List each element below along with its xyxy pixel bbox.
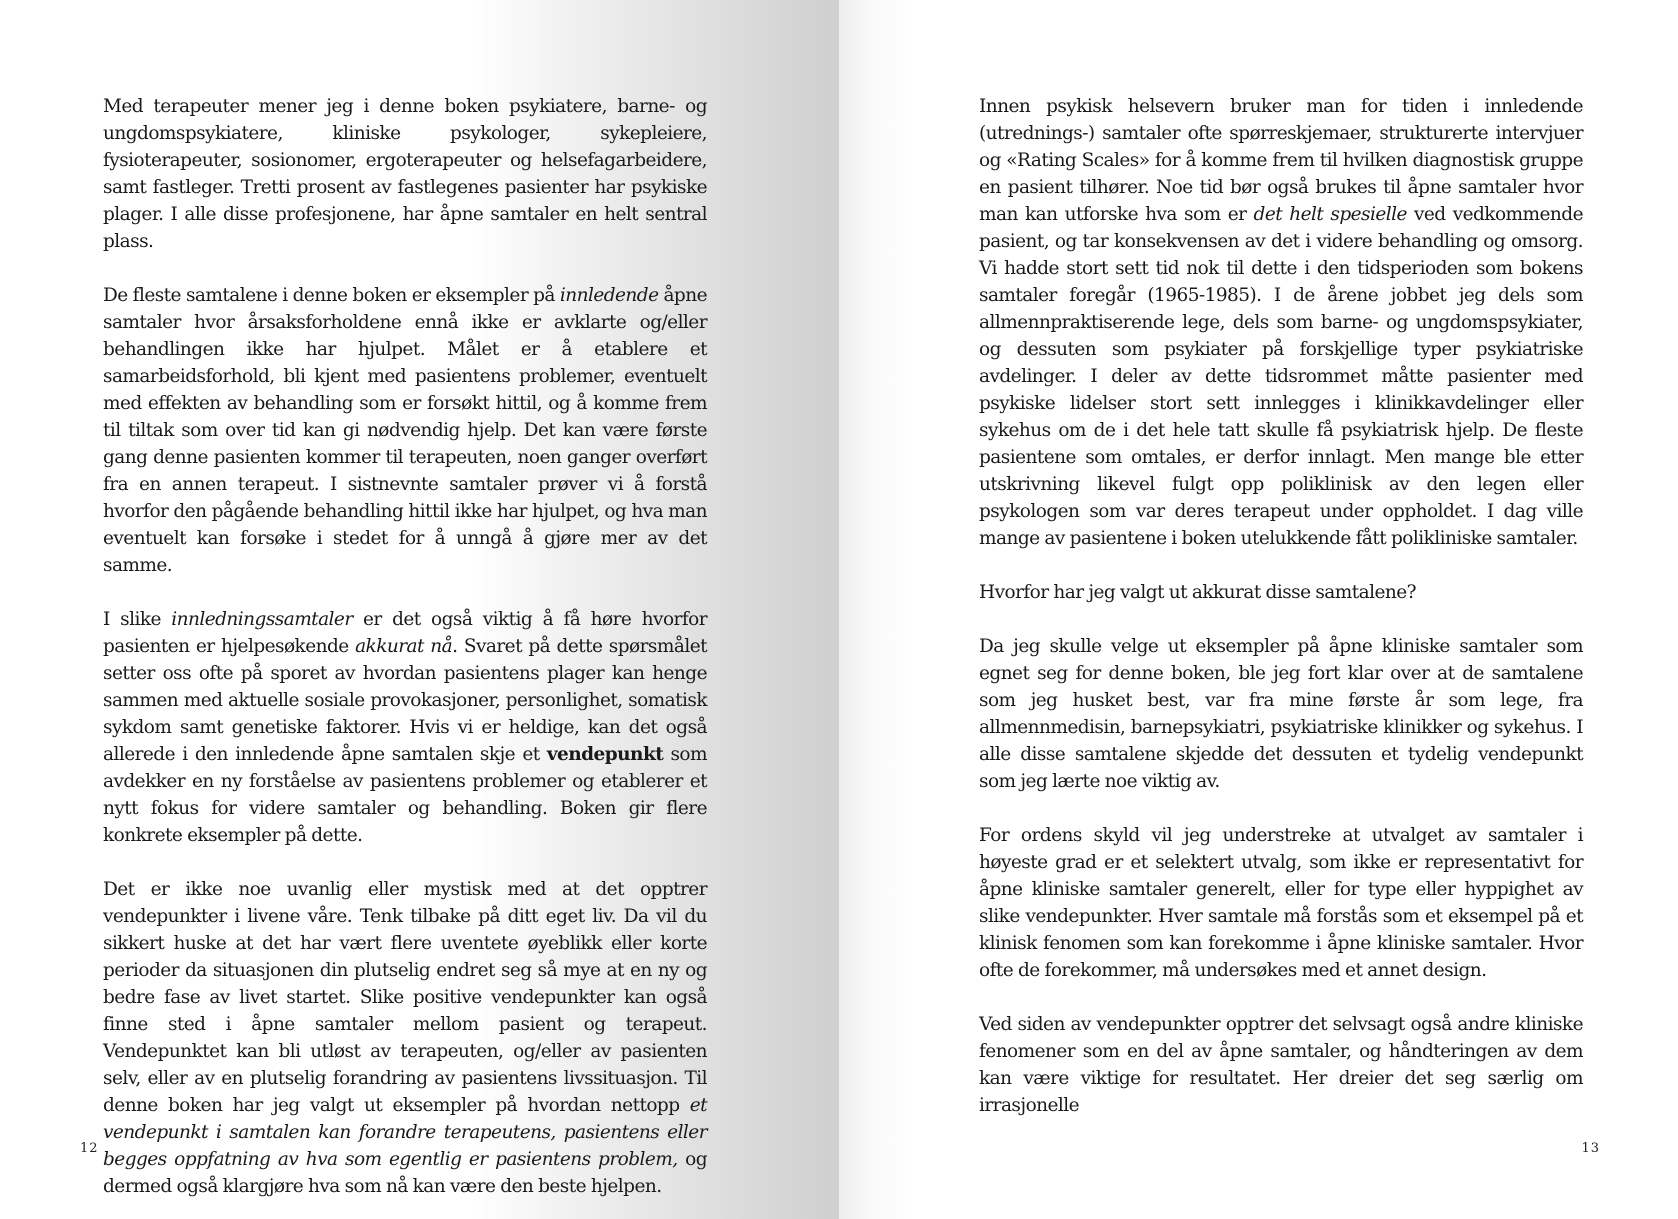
paragraph: For ordens skyld vil jeg understreke at utvalget av samtaler i høyeste grad er et selektert utvalg, som ikke er representativt for åpne kliniske samtaler generelt, eller for type eller hyppighet av slike vendepunkter. Hver samtale må forstås som et eksempel på et klinisk fenomen som kan forekomme i åpne kliniske samtaler. Hvor ofte de forekommer, må undersøkes med et annet design. bbox=[979, 825, 1583, 981]
left-page-text bbox=[103, 93, 707, 1200]
paragraph: I slike innledningssamtaler er det også viktig å få høre hvorfor pasienten er hjelpesøkende akkurat nå. Svaret på dette spørsmålet setter oss ofte på sporet av hvordan pasientens plager kan henge sammen med aktuelle sosiale provokasjoner, personlighet, somatisk sykdom samt genetiske faktorer. Hvis vi er heldige, kan det også allerede i den innledende åpne samtalen skje et vendepunkt som avdekker en ny forståelse av pasientens problemer og etablerer et nytt fokus for videre samtaler og behandling. Boken gir flere konkrete eksempler på dette. bbox=[103, 609, 707, 846]
paragraph: De fleste samtalene i denne boken er eksempler på innledende åpne samtaler hvor årsaksforholdene ennå ikke er avklarte og/eller behandlingen ikke har hjulpet. Målet er å etablere et samarbeidsforhold, bli kjent med pasientens problemer, eventuelt med effekten av behandling som er forsøkt hittil, og å komme frem til tiltak som over tid kan gi nødvendig hjelp. Det kan være første gang denne pasienten kommer til terapeuten, noen ganger overført fra en annen terapeut. I sistnevnte samtaler prøver vi å forstå hvorfor den pågående behandling hittil ikke har hjulpet, og hva man eventuelt kan forsøke i stedet for å unngå å gjøre mer av det samme. bbox=[103, 285, 707, 576]
page-number: 13 bbox=[1581, 1141, 1600, 1156]
right-page-text bbox=[979, 93, 1583, 1119]
paragraph: Da jeg skulle velge ut eksempler på åpne kliniske samtaler som egnet seg for denne boken, ble jeg fort klar over at de samtalene som jeg husket best, var fra mine første år som lege, fra allmennmedisin, barnepsykiatri, psykiatriske klinikker og sykehus. I alle disse samtalene skjedde det dessuten et tydelig vendepunkt som jeg lærte noe viktig av. bbox=[979, 636, 1583, 792]
page-number: 12 bbox=[80, 1141, 99, 1156]
right-page bbox=[839, 0, 1678, 1219]
emphasis: det helt spesielle bbox=[1253, 204, 1407, 225]
paragraph: Ved siden av vendepunkter opptrer det selvsagt også andre kliniske fenomener som en del av åpne samtaler, og håndteringen av dem kan være viktige for resultatet. Her dreier det seg særlig om irrasjonelle bbox=[979, 1014, 1583, 1116]
emphasis: innledningssamtaler bbox=[171, 609, 353, 630]
paragraph: Med terapeuter mener jeg i denne boken psykiatere, barne- og ungdomspsykiatere, kliniske psykologer, sykepleiere, fysioterapeuter, sosionomer, ergoterapeuter og helsefagarbeidere, samt fastleger. Tretti prosent av fastlegenes pasienter har psykiske plager. I alle disse profesjonene, har åpne samtaler en helt sentral plass. bbox=[103, 96, 707, 252]
emphasis: akkurat nå bbox=[355, 636, 453, 657]
paragraph: Innen psykisk helsevern bruker man for tiden i innledende (utrednings-) samtaler ofte spørreskjemaer, strukturerte intervjuer og «Rating Scales» for å komme frem til hvilken diagnostisk gruppe en pasient tilhører. Noe tid bør også brukes til åpne samtaler hvor man kan utforske hva som er det helt spesielle ved vedkommende pasient, og tar konsekvensen av det i videre behandling og omsorg. Vi hadde stort sett tid nok til dette i den tidsperioden som bokens samtaler foregår (1965-1985). I de årene jobbet jeg dels som allmennpraktiserende lege, dels som barne- og ungdomspsykiater, og dessuten som psykiater på forskjellige typer psykiatriske avdelinger. I deler av dette tidsrommet måtte pasienter med psykiske lidelser stort sett innlegges i klinikkavdelinger eller sykehus om de i det hele tatt skulle få psykiatrisk hjelp. De fleste pasientene som omtales, er derfor innlagt. Men mange ble etter utskrivning likevel fulgt opp poliklinisk av den legen eller psykologen som var deres terapeut under oppholdet. I dag ville mange av pasientene i boken utelukkende fått polikliniske samtaler. bbox=[979, 96, 1583, 549]
paragraph: Hvorfor har jeg valgt ut akkurat disse samtalene? bbox=[979, 582, 1416, 603]
paragraph: Det er ikke noe uvanlig eller mystisk med at det opptrer vendepunkter i livene våre. Tenk tilbake på ditt eget liv. Da vil du sikkert huske at det har vært flere uventete øyeblikk eller korte perioder da situasjonen din plutselig endret seg så mye at en ny og bedre fase av livet startet. Slike positive vendepunkter kan også finne sted i åpne samtaler mellom pasient og terapeut. Vendepunktet kan bli utløst av terapeuten, og/eller av pasienten selv, eller av en plutselig forandring av pasientens livssituasjon. Til denne boken har jeg valgt ut eksempler på hvordan nettopp et vendepunkt i samtalen kan forandre terapeutens, pasientens eller begges oppfatning av hva som egentlig er pasientens problem, og dermed også klargjøre hva som nå kan være den beste hjelpen. bbox=[103, 879, 707, 1197]
bold-term: vendepunkt bbox=[546, 744, 664, 765]
emphasis: innledende bbox=[559, 285, 659, 306]
emphasis: et vendepunkt i samtalen kan forandre terapeutens, pasientens eller begges oppfatning av hva som egentlig er pasientens problem, bbox=[103, 1095, 707, 1170]
